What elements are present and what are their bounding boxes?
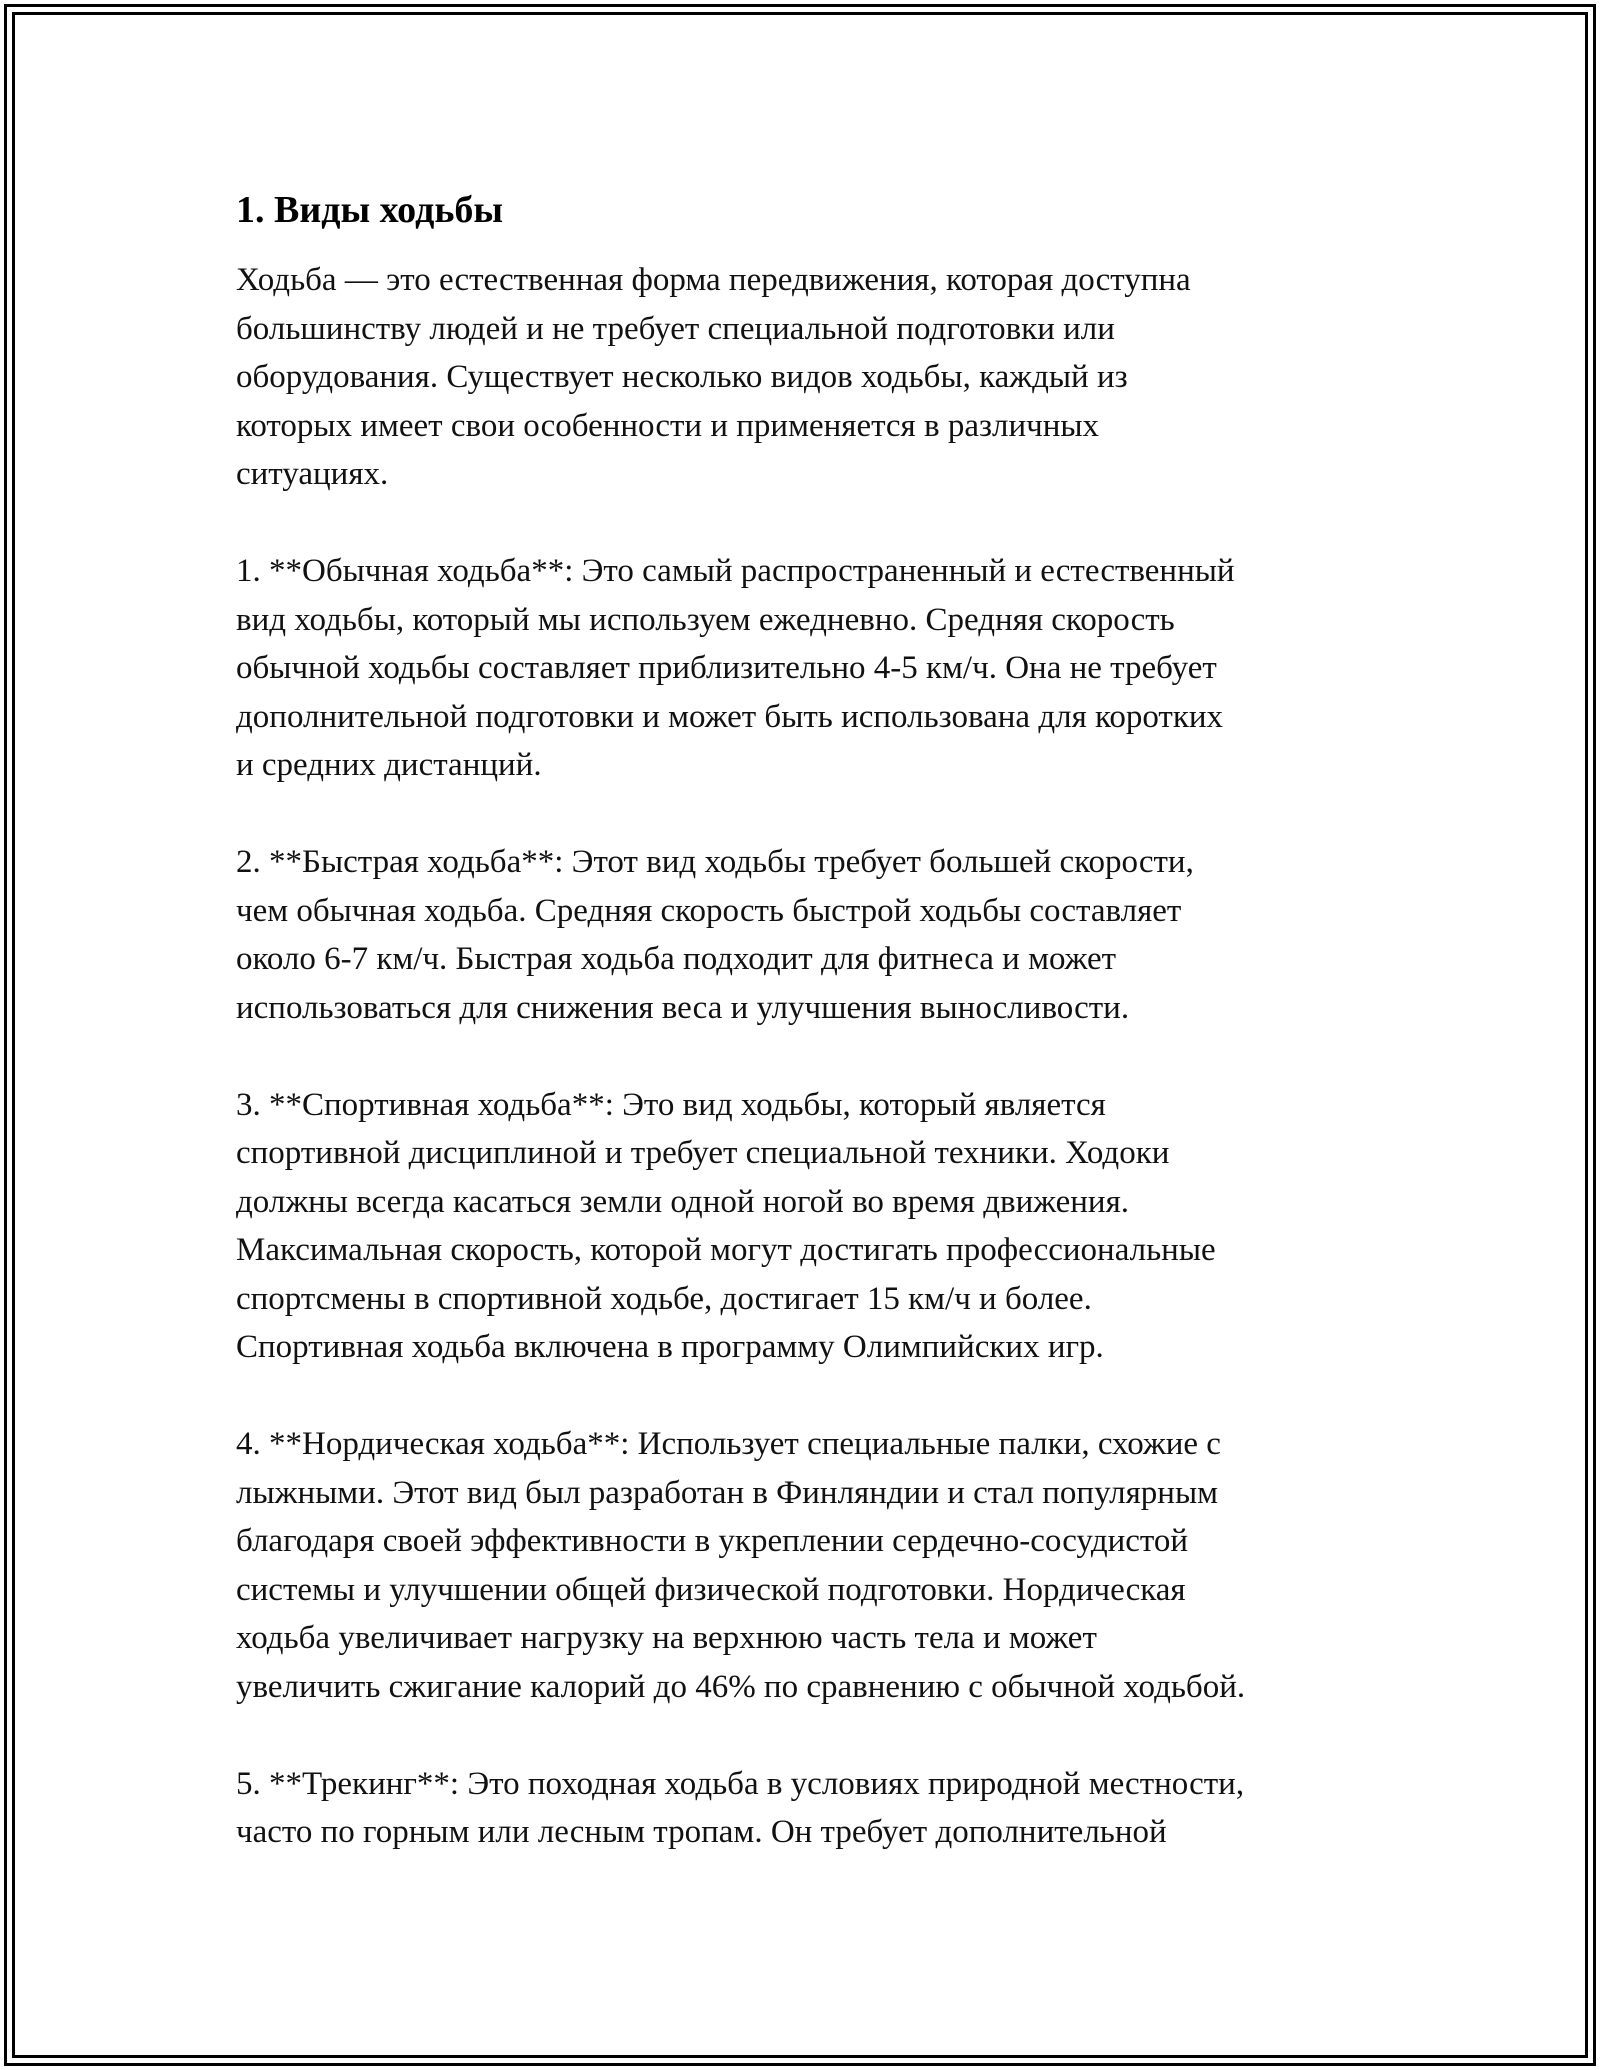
text-line: большинству людей и не требует специальной подготовки или — [236, 310, 1115, 347]
text-line: 3. **Спортивная ходьба**: Это вид ходьбы, который является — [236, 1086, 1106, 1123]
text-line: 4. **Нордическая ходьба**: Использует специальные палки, схожие с — [236, 1426, 1221, 1462]
text-line: оборудования. Существует несколько видов ходьбы, каждый из — [236, 359, 1128, 395]
text-line: Ходьба — это естественная форма передвижения, которая доступна — [236, 262, 1191, 298]
text-line: вид ходьбы, который мы используем ежедневно. Средняя скорость — [236, 601, 1175, 638]
intro-paragraph — [236, 256, 1366, 499]
list-item-nordic-walking — [236, 1420, 1366, 1711]
text-line: часто по горным или лесным тропам. Он требует дополнительной — [236, 1814, 1167, 1850]
text-line: которых имеет свои особенности и применяется в различных — [236, 407, 1100, 444]
text-line: 2. **Быстрая ходьба**: Этот вид ходьбы требует большей скорости, — [236, 844, 1194, 880]
text-line: должны всегда касаться земли одной ногой во время движения. — [236, 1183, 1130, 1220]
text-line: лыжными. Этот вид был разработан в Финляндии и стал популярным — [236, 1474, 1219, 1511]
text-line: системы и улучшении общей физической подготовки. Нордическая — [236, 1571, 1186, 1608]
section-heading: 1. Виды ходьбы — [236, 189, 504, 231]
list-item-normal-walking — [236, 547, 1366, 790]
text-line: Спортивная ходьба включена в программу Олимпийских игр. — [236, 1329, 1104, 1365]
text-line: спортсмены в спортивной ходьбе, достигает 15 км/ч и более. — [236, 1280, 1092, 1317]
text-line: Максимальная скорость, которой могут достигать профессиональные — [236, 1232, 1216, 1268]
text-line: 1. **Обычная ходьба**: Это самый распространенный и естественный — [236, 553, 1235, 589]
text-line: благодаря своей эффективности в укреплении сердечно-сосудистой — [236, 1523, 1189, 1559]
text-line: спортивной дисциплиной и требует специальной техники. Ходоки — [236, 1135, 1170, 1171]
text-line: около 6-7 км/ч. Быстрая ходьба подходит для фитнеса и может — [236, 941, 1117, 977]
list-item-race-walking — [236, 1081, 1366, 1372]
text-line: обычной ходьбы составляет приблизительно 4-5 км/ч. Она не требует — [236, 650, 1217, 686]
text-line: 5. **Трекинг**: Это походная ходьба в условиях природной местности, — [236, 1765, 1245, 1802]
text-line: ситуациях. — [236, 456, 389, 492]
text-line: дополнительной подготовки и может быть использована для коротких — [236, 698, 1224, 735]
text-line: ходьба увеличивает нагрузку на верхнюю часть тела и может — [236, 1620, 1097, 1656]
text-line: чем обычная ходьба. Средняя скорость быстрой ходьбы составляет — [236, 892, 1182, 929]
text-line: увеличить сжигание калорий до 46% по сравнению с обычной ходьбой. — [236, 1668, 1246, 1705]
list-item-fast-walking — [236, 838, 1366, 1032]
list-item-trekking — [236, 1760, 1366, 1857]
text-line: и средних дистанций. — [236, 747, 542, 783]
text-line: использоваться для снижения веса и улучшения выносливости. — [236, 989, 1130, 1026]
document-body — [236, 186, 1366, 1905]
